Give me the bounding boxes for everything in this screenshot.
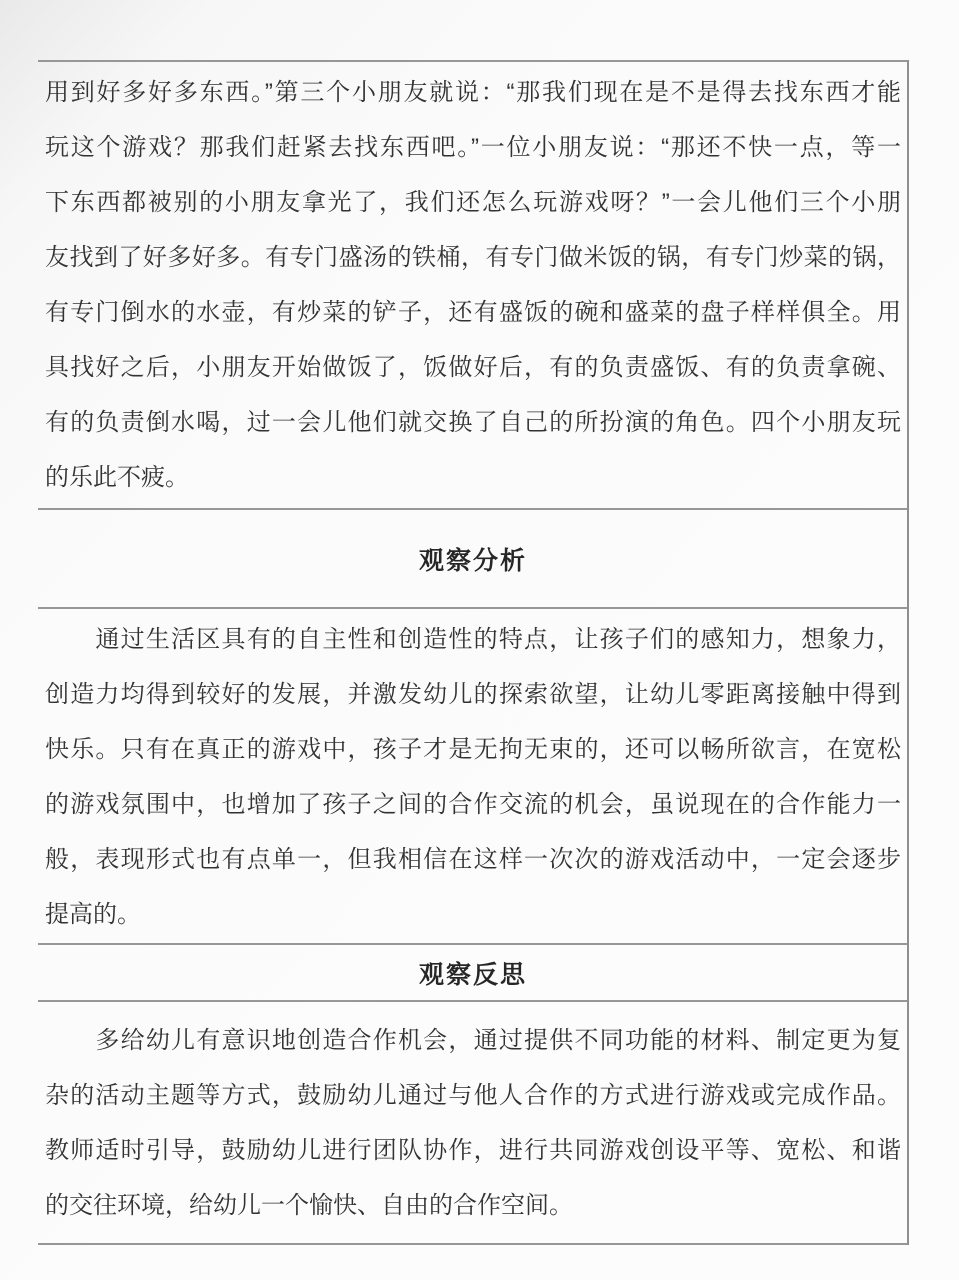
text-line: 快乐。只有在真正的游戏中，孩子才是无拘无束的，还可以畅所欲言，在宽松 <box>45 736 901 763</box>
reflection-paragraph <box>38 1000 907 1245</box>
section-header-analysis: 观察分析 <box>418 546 527 575</box>
text-line: 创造力均得到较好的发展，并激发幼儿的探索欲望，让幼儿零距离接触中得到 <box>45 681 901 708</box>
text-line: 具找好之后，小朋友开始做饭了，饭做好后，有的负责盛饭、有的负责拿碗、 <box>45 354 901 381</box>
text-line: 有专门倒水的水壶，有炒菜的铲子，还有盛饭的碗和盛菜的盘子样样俱全。用 <box>45 299 901 326</box>
text-line: 杂的活动主题等方式，鼓励幼儿通过与他人合作的方式进行游戏或完成作品。 <box>45 1082 901 1109</box>
section-header-reflection: 观察反思 <box>418 960 527 989</box>
text-line: 提高的。 <box>45 901 141 928</box>
text-line: 有的负责倒水喝，过一会儿他们就交换了自己的所扮演的角色。四个小朋友玩 <box>45 409 901 436</box>
text-line: 的游戏氛围中，也增加了孩子之间的合作交流的机会，虽说现在的合作能力一 <box>45 791 901 818</box>
text-line: 的交往环境，给幼儿一个愉快、自由的合作空间。 <box>45 1192 573 1219</box>
text-line: 教师适时引导，鼓励幼儿进行团队协作，进行共同游戏创设平等、宽松、和谐 <box>45 1137 901 1164</box>
section-header-reflection-row <box>38 943 907 1000</box>
text-line: 友找到了好多好多。有专门盛汤的铁桶，有专门做米饭的锅，有专门炒菜的锅， <box>45 244 901 271</box>
text-line: 下东西都被别的小朋友拿光了，我们还怎么玩游戏呀？”一会儿他们三个小朋 <box>45 189 901 216</box>
analysis-paragraph <box>38 607 907 943</box>
observation-record-table <box>38 60 909 1245</box>
observation-narrative-paragraph <box>38 60 907 508</box>
text-line: 多给幼儿有意识地创造合作机会，通过提供不同功能的材料、制定更为复 <box>45 1027 901 1054</box>
text-line: 的乐此不疲。 <box>45 464 189 491</box>
text-line: 玩这个游戏？那我们赶紧去找东西吧。”一位小朋友说：“那还不快一点，等一 <box>45 134 901 161</box>
text-line: 通过生活区具有的自主性和创造性的特点，让孩子们的感知力，想象力， <box>45 626 901 653</box>
text-line: 用到好多好多东西。”第三个小朋友就说：“那我们现在是不是得去找东西才能 <box>45 79 901 106</box>
text-line: 般，表现形式也有点单一，但我相信在这样一次次的游戏活动中，一定会逐步 <box>45 846 901 873</box>
section-header-analysis-row <box>38 508 907 607</box>
